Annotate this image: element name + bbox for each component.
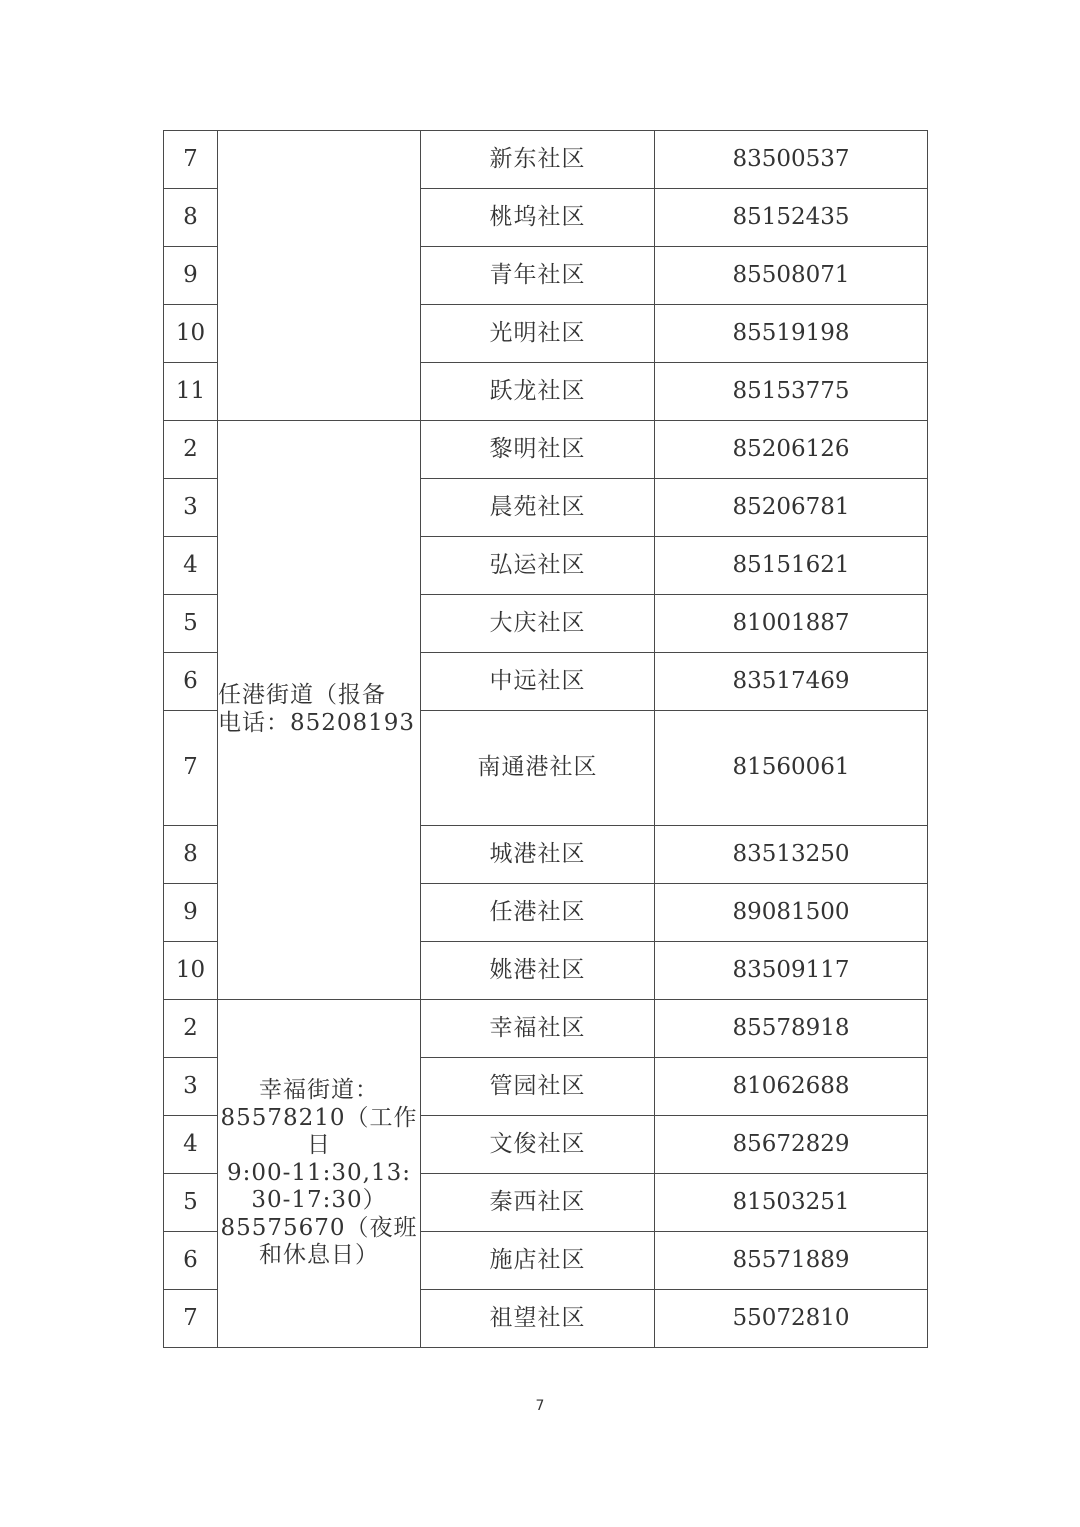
phone-number: 85151621	[655, 537, 928, 595]
community-name: 中远社区	[421, 653, 655, 711]
row-number: 9	[164, 884, 218, 942]
street-line: 电话：85208193	[218, 710, 416, 736]
street-line: 85578210（工作	[220, 1104, 418, 1131]
row-number: 8	[164, 826, 218, 884]
community-name: 幸福社区	[421, 1000, 655, 1058]
row-number: 3	[164, 479, 218, 537]
street-cell	[218, 131, 421, 421]
street-line: 和休息日）	[259, 1242, 379, 1269]
community-name: 城港社区	[421, 826, 655, 884]
community-name: 南通港社区	[421, 711, 655, 826]
table-row	[164, 131, 928, 189]
phone-number: 85578918	[655, 1000, 928, 1058]
row-number: 6	[164, 1232, 218, 1290]
phone-number: 85571889	[655, 1232, 928, 1290]
street-line: 30-17:30）	[251, 1187, 387, 1214]
page-number: 7	[535, 1398, 545, 1414]
community-name: 跃龙社区	[421, 363, 655, 421]
phone-number: 81001887	[655, 595, 928, 653]
row-number: 4	[164, 1116, 218, 1174]
community-name: 文俊社区	[421, 1116, 655, 1174]
phone-number: 85206781	[655, 479, 928, 537]
community-name: 弘运社区	[421, 537, 655, 595]
community-name: 黎明社区	[421, 421, 655, 479]
street-line: 幸福街道：	[259, 1076, 379, 1103]
table-row	[164, 1000, 928, 1058]
row-number: 9	[164, 247, 218, 305]
phone-number: 85672829	[655, 1116, 928, 1174]
row-number: 7	[164, 711, 218, 826]
community-name: 青年社区	[421, 247, 655, 305]
phone-number: 89081500	[655, 884, 928, 942]
row-number: 3	[164, 1058, 218, 1116]
phone-number: 81503251	[655, 1174, 928, 1232]
phone-number: 55072810	[655, 1290, 928, 1348]
community-name: 光明社区	[421, 305, 655, 363]
street-xingfu	[218, 1000, 421, 1348]
phone-number: 85519198	[655, 305, 928, 363]
table-row	[164, 421, 928, 479]
phone-number: 85206126	[655, 421, 928, 479]
row-number: 6	[164, 653, 218, 711]
community-contact-table	[163, 130, 928, 1348]
community-name: 施店社区	[421, 1232, 655, 1290]
street-rengang	[218, 421, 421, 1000]
phone-number: 83500537	[655, 131, 928, 189]
row-number: 10	[164, 305, 218, 363]
phone-number: 81062688	[655, 1058, 928, 1116]
row-number: 7	[164, 1290, 218, 1348]
phone-number: 85153775	[655, 363, 928, 421]
phone-number: 83513250	[655, 826, 928, 884]
community-name: 管园社区	[421, 1058, 655, 1116]
phone-number: 85508071	[655, 247, 928, 305]
street-line: 日	[307, 1132, 331, 1159]
row-number: 5	[164, 595, 218, 653]
community-name: 晨苑社区	[421, 479, 655, 537]
street-line: 85575670（夜班	[220, 1214, 418, 1241]
row-number: 11	[164, 363, 218, 421]
row-number: 10	[164, 942, 218, 1000]
row-number: 5	[164, 1174, 218, 1232]
row-number: 2	[164, 1000, 218, 1058]
community-name: 秦西社区	[421, 1174, 655, 1232]
community-name: 大庆社区	[421, 595, 655, 653]
phone-number: 83517469	[655, 653, 928, 711]
phone-number: 83509117	[655, 942, 928, 1000]
community-name: 桃坞社区	[421, 189, 655, 247]
phone-number: 81560061	[655, 711, 928, 826]
row-number: 2	[164, 421, 218, 479]
community-name: 祖望社区	[421, 1290, 655, 1348]
street-line: 任港街道（报备	[218, 682, 386, 709]
community-name: 新东社区	[421, 131, 655, 189]
phone-number: 85152435	[655, 189, 928, 247]
community-name: 姚港社区	[421, 942, 655, 1000]
row-number: 7	[164, 131, 218, 189]
row-number: 8	[164, 189, 218, 247]
street-line: 9:00-11:30,13:	[226, 1159, 412, 1186]
community-name: 任港社区	[421, 884, 655, 942]
row-number: 4	[164, 537, 218, 595]
